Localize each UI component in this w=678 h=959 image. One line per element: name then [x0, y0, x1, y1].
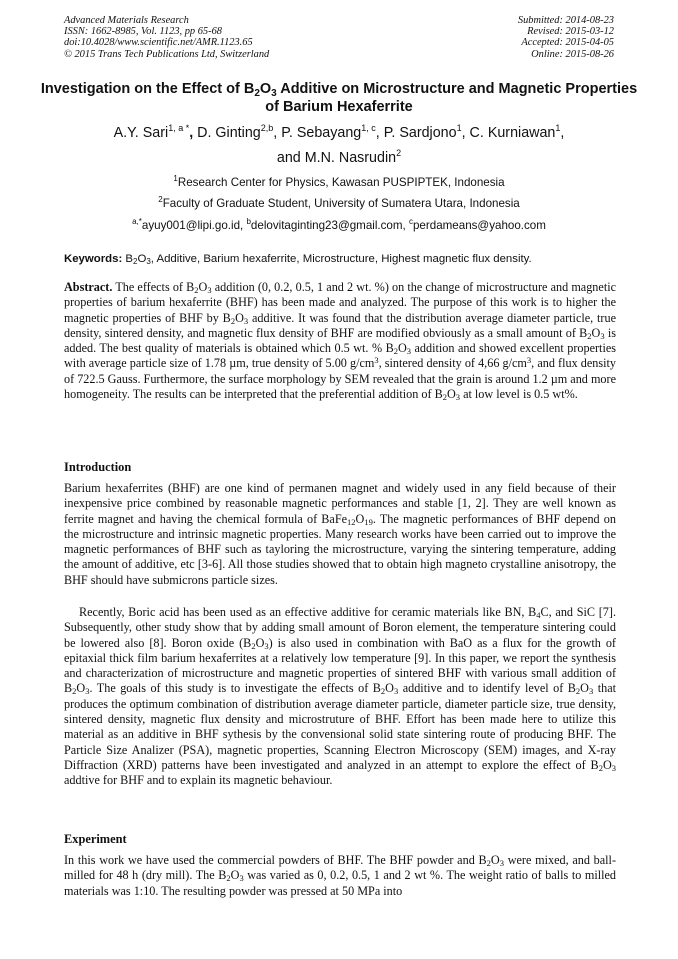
affiliation-2: $^2$Faculty of Graduate Student, University of Sumatera Utara, Indonesia — [158, 195, 520, 210]
date-accepted: Accepted: 2015-04-05 — [521, 37, 614, 49]
introduction-paragraph-2: Recently, Boric acid has been used as an effective additive for ceramic materials like BN, $B_4C$, and SiC [7]. Subsequently, other study show that by adding small amount of Boron element, the temperature sintering could be lowered also [8]. Boron oxide $(B_2O_3)$ is also used in combination with BaO as a flux for the growth of epitaxial thick film barium hexaferrites at a relatively low temperature [9]. In this paper, we report the synthesis and characterization of microstructure and magnetic properties of sintered BHF with various small addition of $B_2O_3$. The goals of this study is to investigate the effects of $B_2O_3$ additive and to identify level of $B_2O_3$ that produces the optimum combination of distribution average diameter particle, diameter particle size, true density, sintered density, magnetic flux density and microstruture of BHF. Effort has been made here to utilize this material as an additive in BHF sythesis by the convensional solid state sintering route of producing BHF. The Particle Size Analizer (PSA), magnetic properties, Scanning Electron Microscopy (SEM) images, and X-ray Diffraction (XRD) patterns have been investigated and analyzed in an attempt to explore the effect of $B_2O_3$ addtive for BHF and to explain its magnetic behaviour. — [64, 605, 616, 788]
abstract-label: Abstract. — [64, 280, 113, 294]
experiment-paragraph-1: In this work we have used the commercial powders of BHF. The BHF powder and $B_2O_3$ were mixed, and ball-milled for 48 h (dry mill). The $B_2O_3$ was varied as 0, 0.2, 0.5, 1 and 2 wt %. The weight ratio of balls to milled materials was 1:10. The resulting powder was pressed at 50 MPa into — [64, 853, 617, 898]
date-revised: Revised: 2015-03-12 — [527, 26, 614, 38]
author-name: and M.N. Nasrudin — [276, 150, 397, 166]
journal-name: Advanced Materials Research — [64, 15, 189, 26]
paper-title: Investigation on the Effect of $B_2O_3$ Additive on Microstructure and Magnetic Properties of Barium Hexaferrite — [40, 81, 638, 115]
author-emails: $^{a,*}$ayuy001@lipi.go.id, $^b$delovitaginting23@gmail.com, $^c$perdameans@yahoo.com — [132, 217, 546, 232]
section-heading-experiment: Experiment — [64, 832, 127, 846]
author-name: D. Ginting — [197, 125, 261, 141]
journal-header-left — [64, 15, 269, 60]
journal-copyright: © 2015 Trans Tech Publications Ltd, Switzerland — [64, 48, 270, 60]
affiliation-1: $^1$Research Center for Physics, Kawasan PUSPIPTEK, Indonesia — [173, 174, 505, 189]
author-name: A.Y. Sari — [113, 125, 169, 141]
author-name: P. Sebayang — [281, 125, 362, 141]
date-submitted: Submitted: 2014-08-23 — [517, 15, 614, 26]
journal-issn: ISSN: 1662-8985, Vol. 1123, pp 65-68 — [64, 26, 222, 38]
keywords: Keywords: $B_2O_3$, Additive, Barium hexaferrite, Microstructure, Highest magnetic flux density. — [64, 253, 532, 266]
journal-header-right — [518, 15, 614, 60]
author-list: A.Y. Sari$^{1, a *}$, D. Ginting$^{2,b}$, P. Sebayang$^{1, c}$, P. Sardjono$^1$, C. Kurniawan$^1$, and M.N. Nasrudin$^2$ — [113, 123, 565, 166]
abstract: Abstract. The effects of $B_2O_3$ addition (0, 0.2, 0.5, 1 and 2 wt. %) on the change of microstructure and magnetic properties of barium hexaferrite (BHF) has been made and analyzed. The purpose of this work is to higher the magnetic properties of BHF by $B_2O_3$ additive. It was found that the distribution average diameter particle, true density, sintered density, and magnetic flux density of BHF are modified obviously as a small amount of $B_2O_3$ is added. The best quality of materials is obtained which 0.5 wt. % $B_2O_3$ addition and showed excellent properties with average particle size of 1.78 µm, true density of 5.00 $g/cm^3$, sintered density of 4,66 $g/cm^3$, and flux density of 722.5 Gauss. Furthermore, the surface morphology by SEM revealed that the grain is around 1.2 µm and more homogeneity. The results can be interpreted that the preferential addition of $B_2O_3$ at low level is 0.5 wt%. — [64, 280, 616, 403]
journal-doi: doi:10.4028/www.scientific.net/AMR.1123.65 — [64, 37, 253, 49]
date-online: Online: 2015-08-26 — [531, 48, 614, 60]
author-name: P. Sardjono — [383, 125, 457, 141]
author-name: C. Kurniawan — [469, 125, 556, 141]
introduction-paragraph-1: Barium hexaferrites (BHF) are one kind of permanen magnet and widely used in any field because of their inexpensive price combined by reasonable magnetic performances and stable [1, 2]. They are well known as ferrite magnet and having the chemical formula of $BaFe_{12}O_{19}$. The magnetic performances of BHF depend on the microstructure and intrinsic magnetic properties. Many research works have been carried out to improve the magnetic performances of BHF such as tayloring the microstructure, varying the sintering temperature, adding the amount of additive, etc [3-6]. All those studies showed that to obtain high magneto crystalline anisotropy, the BHF should have submicrons particle sizes. — [64, 481, 616, 587]
section-heading-introduction: Introduction — [64, 460, 132, 474]
keywords-label: Keywords: — [64, 253, 123, 265]
